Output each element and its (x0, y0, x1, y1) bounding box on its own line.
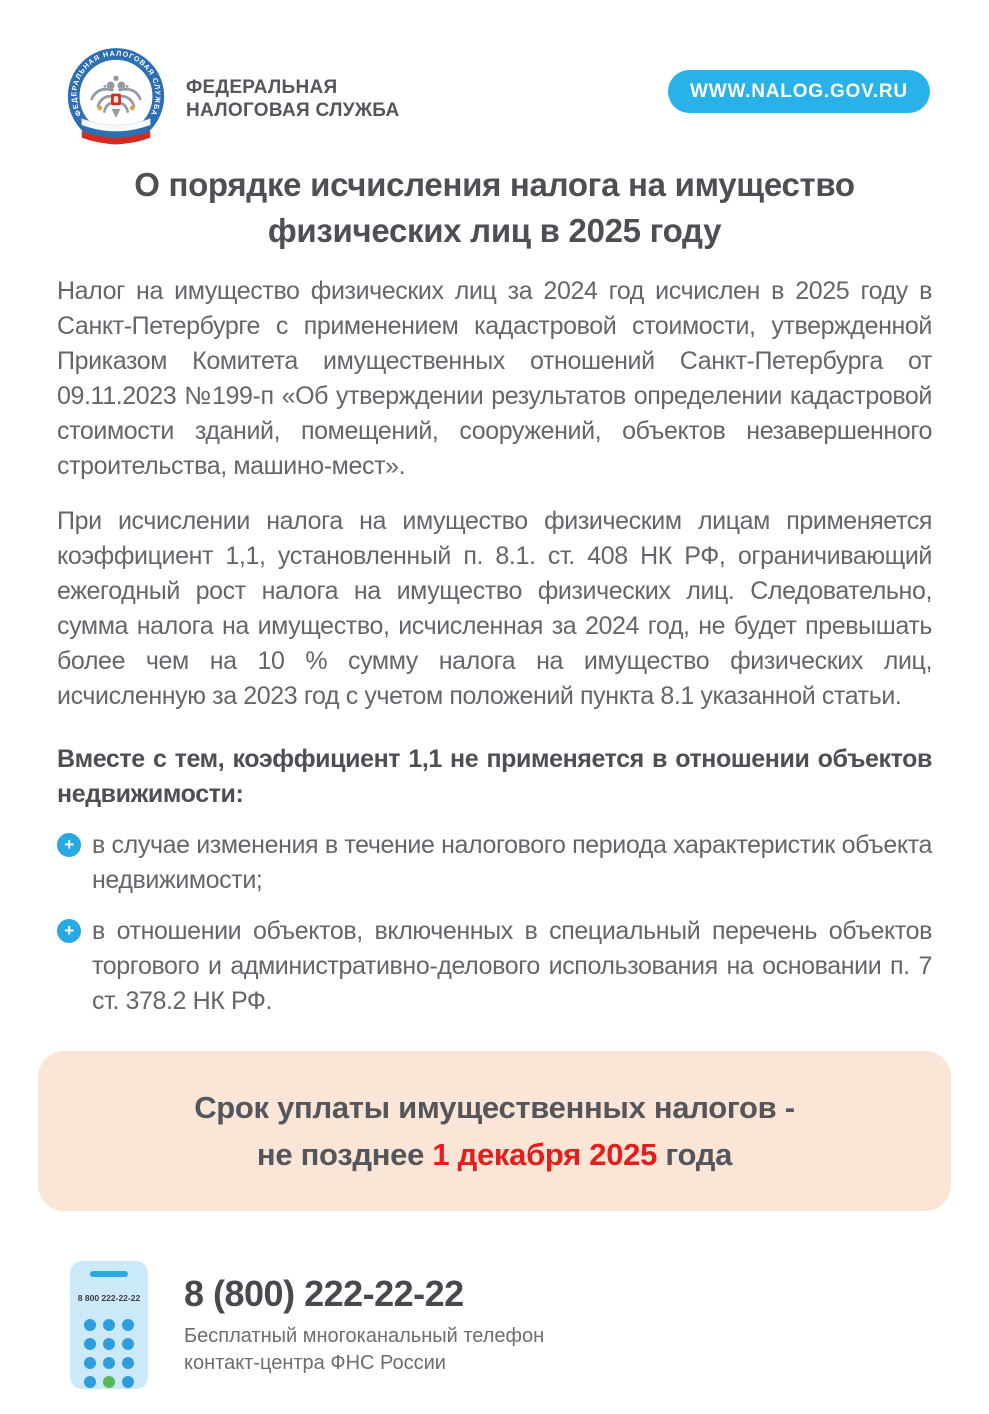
plus-bullet-icon: + (57, 833, 81, 857)
fns-logo-block (62, 45, 400, 153)
keypad-dot (103, 1357, 115, 1369)
phone-speaker-bar (90, 1271, 128, 1277)
phone-number: 8 (800) 222-22-22 (184, 1273, 464, 1315)
keypad-dot (122, 1376, 134, 1388)
phone-description-line1: Бесплатный многоканальный телефон (184, 1325, 545, 1348)
deadline-prefix: не позднее (256, 1137, 433, 1173)
org-name-line1: ФЕДЕРАЛЬНАЯ (186, 76, 338, 98)
emphasis-paragraph: Вместе с тем, коэффициент 1,1 не применяется в отношении объектов недвижимости: (57, 745, 932, 809)
keypad-dot (84, 1338, 96, 1350)
list-item (57, 914, 932, 1019)
header (0, 0, 989, 156)
content (0, 162, 989, 1019)
phone-icon (70, 1261, 148, 1389)
deadline-line2 (257, 1131, 732, 1178)
emblem-ring-text: ФЕДЕРАЛЬНАЯ НАЛОГОВАЯ СЛУЖБА (69, 48, 163, 118)
deadline-banner (38, 1051, 951, 1211)
bullet-text: в случае изменения в течение налогового периода характеристик объекта недвижимости; (92, 831, 932, 895)
org-name (186, 76, 400, 122)
bullet-list (57, 828, 932, 1019)
keypad-dot (122, 1357, 134, 1369)
deadline-line1: Срок уплаты имущественных налогов - (194, 1090, 795, 1126)
org-name-line2: НАЛОГОВАЯ СЛУЖБА (186, 100, 400, 121)
keypad-dot (103, 1338, 115, 1350)
phone-keypad (84, 1319, 134, 1388)
page-title-line2: физических лиц в 2025 году (267, 212, 722, 250)
deadline-suffix: года (657, 1137, 733, 1173)
paragraph-2: При исчислении налога на имущество физическим лицам применяется коэффициент 1,1, установленный п. 8.1. ст. 408 НК РФ, ограничивающий ежегодный рост налога на имущество физических лиц. Следовательно, сумма налога на имущество, исчисленная за 2024 год, не будет превышать более чем на 10 % сумму налога на имущество физических лиц, исчисленную за 2023 год с учетом положений пункта 8.1 указанной статьи. (57, 507, 932, 711)
keypad-dot-green (103, 1376, 115, 1388)
fns-emblem-logo (62, 45, 170, 153)
footer-contact (70, 1261, 989, 1389)
keypad-dot (122, 1338, 134, 1350)
list-item (57, 828, 932, 898)
deadline-date: 1 декабря 2025 (432, 1137, 658, 1173)
bullet-text: в отношении объектов, включенных в специальный перечень объектов торгового и административно-делового использования на основании п. 7 ст. 378.2 НК РФ. (92, 917, 932, 1016)
keypad-dot (122, 1319, 134, 1331)
website-button[interactable]: WWW.NALOG.GOV.RU (668, 70, 930, 113)
page-title (57, 162, 932, 254)
paragraph-1: Налог на имущество физических лиц за 2024 год исчислен в 2025 году в Санкт-Петербурге с применением кадастровой стоимости, утвержденной Приказом Комитета имущественных отношений Санкт-Петербурга от 09.11.2023 №199-п «Об утверждении результатов определении кадастровой стоимости зданий, помещений, сооружений, объектов незавершенного строительства, машино-мест». (57, 277, 932, 481)
phone-icon-label: 8 800 222-22-22 (77, 1293, 141, 1304)
phone-description (184, 1323, 544, 1377)
keypad-dot (84, 1319, 96, 1331)
plus-bullet-icon: + (57, 919, 81, 943)
page-title-line1: О порядке исчисления налога на имущество (134, 166, 855, 203)
phone-text-block (184, 1273, 544, 1377)
phone-description-line2: контакт-центра ФНС России (184, 1352, 446, 1375)
keypad-dot (84, 1357, 96, 1369)
keypad-dot (103, 1319, 115, 1331)
keypad-dot (84, 1376, 96, 1388)
